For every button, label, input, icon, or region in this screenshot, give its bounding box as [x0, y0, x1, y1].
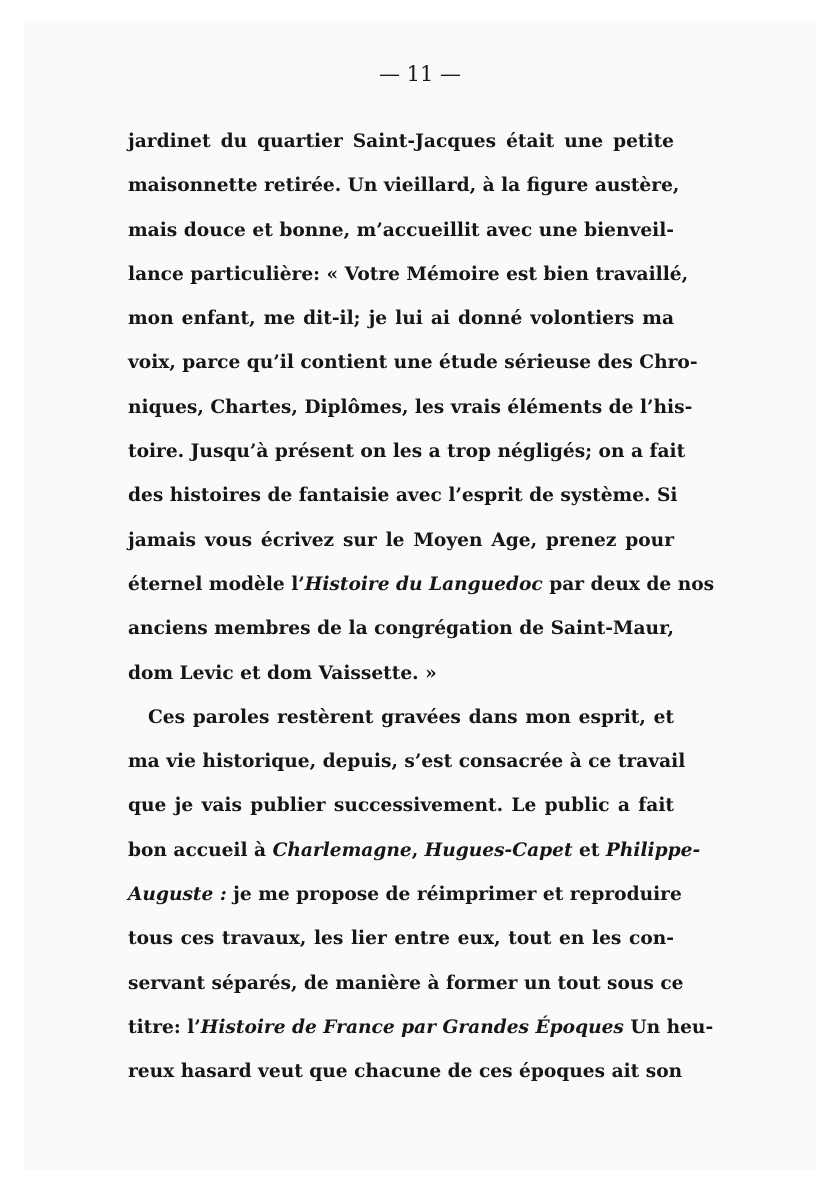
text-segment: ,: [411, 839, 425, 861]
text-line-16: que je vais publier successivement. Le public a fait: [128, 795, 674, 817]
text-line-6: voix, parce qu’il contient une étude sérieuse des Chro-: [128, 352, 698, 374]
page-number: — 11 —: [378, 62, 462, 86]
text-line-18: [128, 873, 682, 917]
text-line-2: maisonnette retirée. Un vieillard, à la figure austère,: [128, 175, 680, 197]
work-title-italic: Hugues-Capet: [424, 839, 573, 861]
text-line-3: mais douce et bonne, m’accueillit avec une bienveil-: [128, 219, 674, 241]
text-segment: Un heu-: [623, 1016, 714, 1038]
work-title-italic: Charlemagne: [272, 839, 412, 861]
text-line-20: servant séparés, de manière à former un tout sous ce: [128, 972, 684, 994]
text-line-8: toire. Jusqu’à présent on les a trop négligés; on a fait: [128, 441, 686, 463]
work-title-italic: Auguste :: [128, 884, 227, 906]
text-line-9: des histoires de fantaisie avec l’esprit de système. Si: [128, 485, 678, 507]
text-segment: et: [572, 839, 606, 861]
text-line-21: [128, 1006, 714, 1050]
text-segment: éternel modèle l’: [128, 573, 305, 595]
text-segment: bon accueil à: [128, 839, 273, 861]
book-title-italic: Histoire du Languedoc: [304, 573, 543, 595]
text-line-17: [128, 829, 701, 873]
text-segment: je me propose de réimprimer et reproduire: [226, 884, 682, 906]
series-title-italic: Histoire de France par Grandes Époques: [200, 1016, 624, 1038]
text-line-12: anciens membres de la congrégation de Saint-Maur,: [128, 618, 674, 640]
text-line-19: tous ces travaux, les lier entre eux, tout en les con-: [128, 928, 674, 950]
text-line-7: niques, Chartes, Diplômes, les vrais éléments de l’his-: [128, 396, 693, 418]
text-line-4: lance particulière: « Votre Mémoire est bien travaillé,: [128, 263, 689, 285]
text-segment: titre: l’: [128, 1016, 201, 1038]
work-title-italic: Philippe-: [605, 839, 701, 861]
text-line-22: reux hasard veut que chacune de ces époques ait son: [128, 1061, 683, 1083]
text-line-11: [128, 563, 715, 607]
text-segment: par deux de nos: [542, 573, 715, 595]
body-text: [128, 120, 715, 1095]
text-line-5: mon enfant, me dit-il; je lui ai donné volontiers ma: [128, 308, 674, 330]
text-line-15: ma vie historique, depuis, s’est consacrée à ce travail: [128, 751, 686, 773]
text-line-1: jardinet du quartier Saint-Jacques était une petite: [128, 131, 674, 152]
text-line-13: dom Levic et dom Vaissette. »: [128, 662, 437, 684]
text-line-14: Ces paroles restèrent gravées dans mon esprit, et: [148, 706, 674, 728]
text-line-10: jamais vous écrivez sur le Moyen Age, prenez pour: [128, 529, 674, 551]
